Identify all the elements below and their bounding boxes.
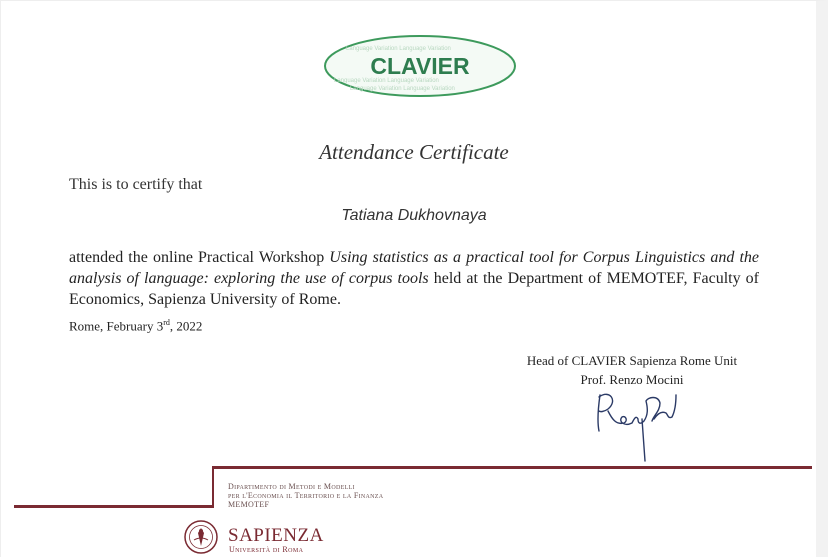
footer-divider-vertical — [212, 466, 214, 508]
date-suffix: rd — [163, 318, 170, 327]
logo-pattern-text: Language Variation Language Variation — [346, 46, 451, 52]
university-name: SAPIENZA — [228, 525, 324, 546]
recipient-name: Tatiana Dukhovnaya — [341, 207, 487, 224]
university-subtitle: Università di Roma — [229, 545, 304, 554]
logo-text: CLAVIER — [370, 53, 470, 79]
certificate-body — [69, 247, 759, 310]
certificate-title: Attendance Certificate — [319, 140, 509, 164]
clavier-logo-icon — [322, 34, 518, 98]
body-part-2: held at the Department of MEMOTEF, Faculty of Economics, Sapienza University of Rome. — [69, 270, 759, 308]
body-part-1: attended the online Practical Workshop — [69, 249, 330, 266]
department-name — [228, 482, 383, 509]
dept-line-1: Dipartimento di Metodi e Modelli — [228, 482, 355, 491]
logo-pattern-text: Language Variation Language Variation — [350, 86, 455, 92]
issue-date — [69, 318, 202, 334]
logo-pattern-text: Language Variation Language Variation — [334, 78, 439, 84]
signature-icon — [588, 385, 688, 465]
sapienza-seal-icon — [184, 520, 218, 554]
signatory-role: Head of CLAVIER Sapienza Rome Unit — [526, 353, 738, 368]
sapienza-seal — [184, 520, 218, 554]
signature-image — [588, 385, 688, 465]
footer-divider-top — [212, 466, 812, 469]
signatory-name: Prof. Renzo Mocini — [580, 372, 684, 387]
date-year: , 2022 — [169, 318, 203, 334]
signatory-block — [500, 351, 764, 389]
dept-line-2: per l'Economia il Territorio e la Finanza — [228, 491, 384, 500]
certify-intro: This is to certify that — [69, 176, 203, 193]
workshop-title: Using statistics as a practical tool for Corpus Linguistics and the analysis of language: exploring the use of corpus tools — [69, 249, 759, 287]
footer-divider-bottom — [14, 505, 214, 508]
clavier-logo — [322, 34, 518, 98]
date-prefix: Rome, February 3 — [69, 318, 164, 334]
dept-line-3: MEMOTEF — [228, 500, 270, 509]
